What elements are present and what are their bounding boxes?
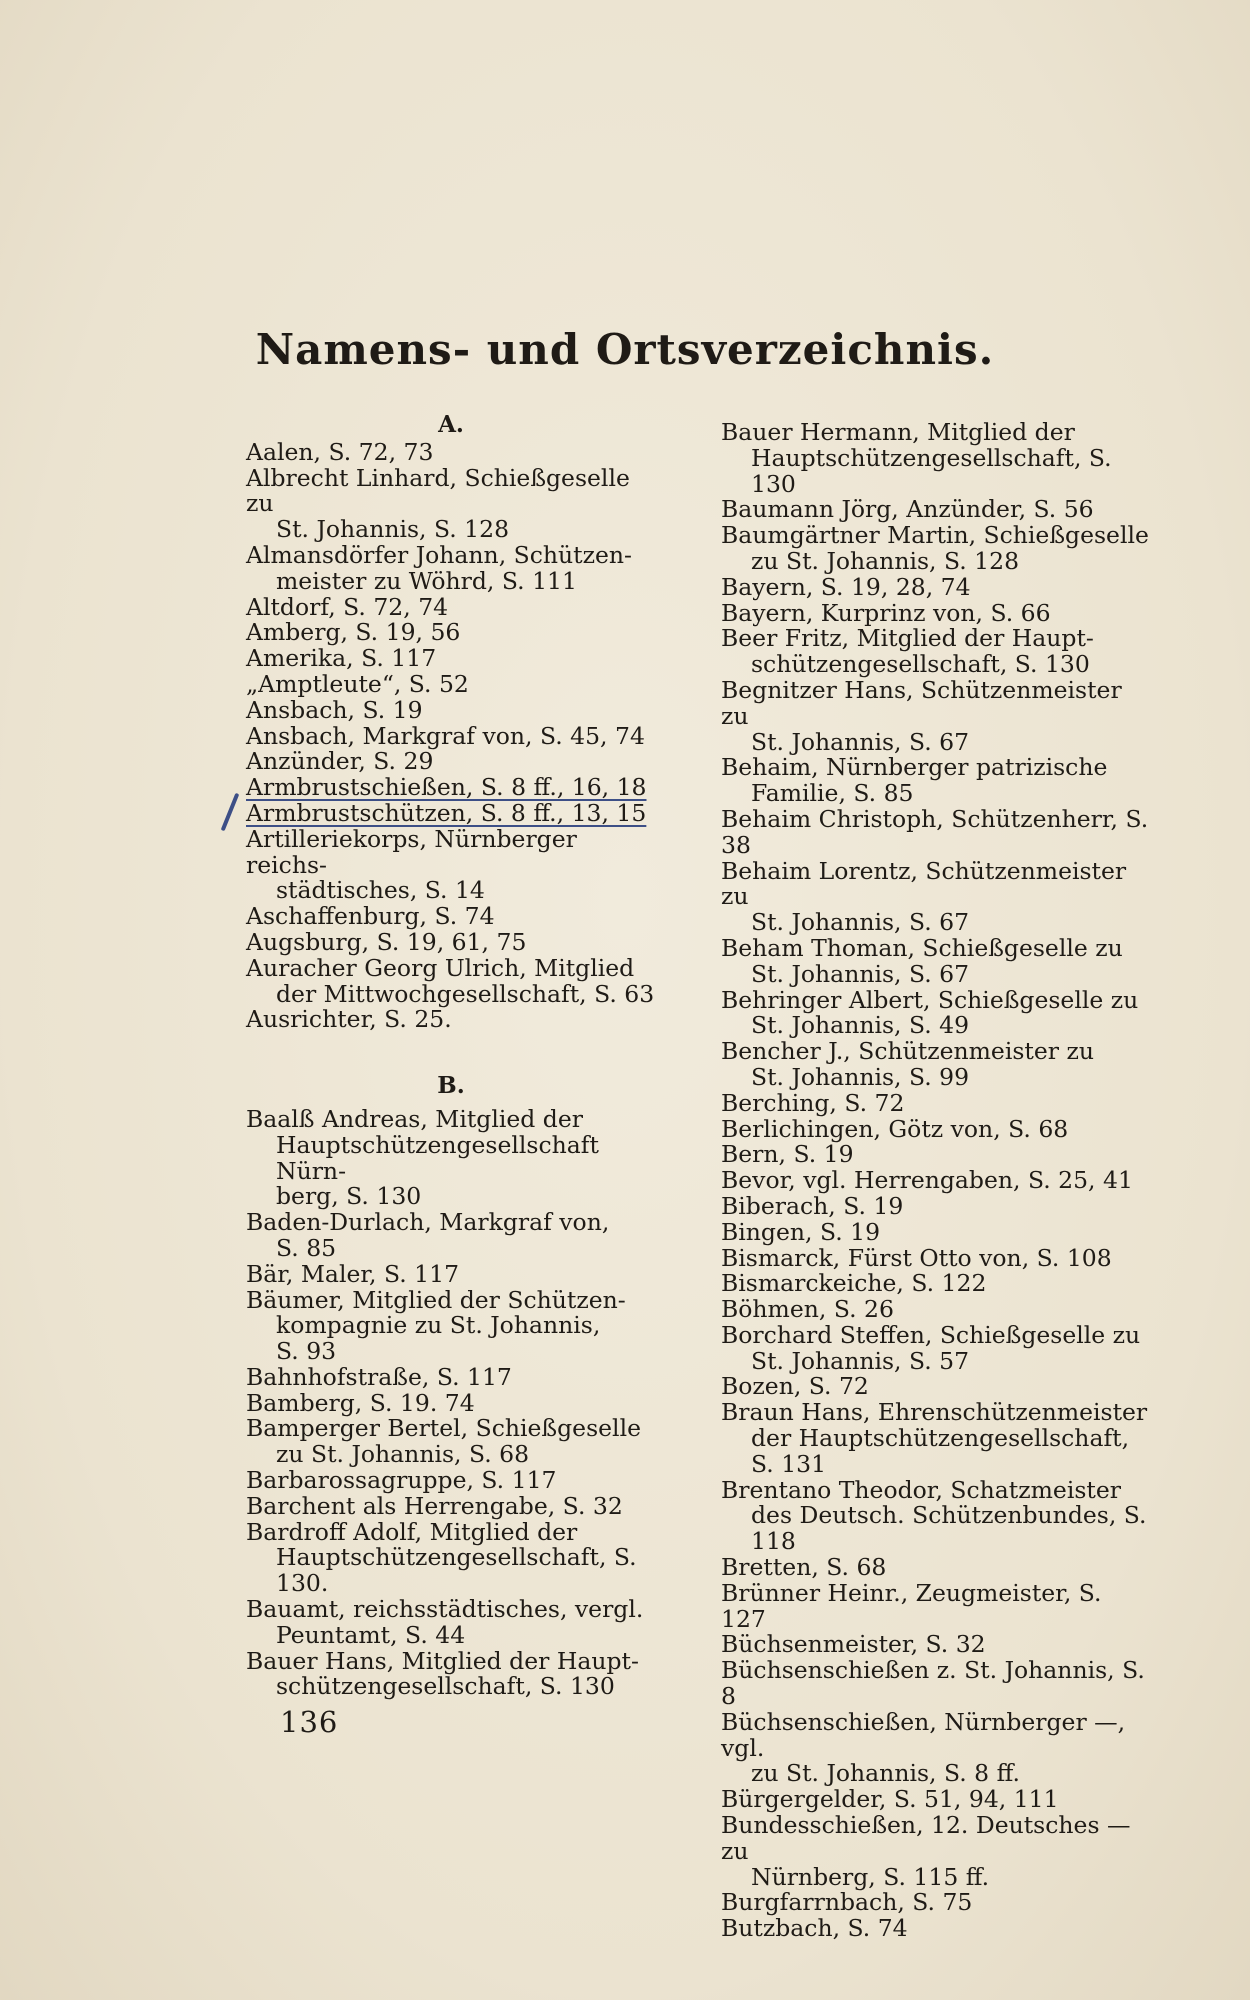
index-entry bbox=[246, 721, 656, 750]
right-column bbox=[721, 420, 1151, 1942]
index-entry-line: Barbarossagruppe, S. 117 bbox=[246, 1466, 557, 1495]
index-entry-line: Böhmen, S. 26 bbox=[721, 1295, 894, 1324]
index-entry-line: St. Johannis, S. 128 bbox=[276, 515, 510, 544]
index-entry bbox=[721, 755, 1151, 807]
index-entry-line: Bretten, S. 68 bbox=[721, 1553, 887, 1582]
index-entry-line: Begnitzer Hans, Schützenmeister zu bbox=[721, 675, 1122, 730]
index-entry-line: Peuntamt, S. 44 bbox=[276, 1620, 466, 1649]
index-entry-line: Beer Fritz, Mitglied der Haupt- bbox=[721, 624, 1094, 653]
index-entry bbox=[246, 798, 656, 827]
index-entry bbox=[721, 804, 1151, 859]
index-entry-line: St. Johannis, S. 67 bbox=[751, 959, 970, 988]
index-entry bbox=[721, 856, 1151, 937]
index-entry-line: Ausrichter, S. 25. bbox=[246, 1005, 452, 1034]
index-entry-line: St. Johannis, S. 57 bbox=[751, 1346, 970, 1375]
index-entry-line: Büchsenschießen, Nürnberger —, vgl. bbox=[721, 1707, 1126, 1762]
index-entry-line: Baumgärtner Martin, Schießgeselle bbox=[721, 521, 1149, 550]
index-entry-line: Auracher Georg Ulrich, Mitglied bbox=[246, 953, 635, 982]
index-entry-line: Baden-Durlach, Markgraf von, bbox=[246, 1208, 610, 1237]
index-entry bbox=[246, 1416, 656, 1468]
index-entry-line: St. Johannis, S. 99 bbox=[751, 1062, 970, 1091]
index-entry bbox=[721, 1088, 1151, 1117]
index-entry-line: Bismarck, Fürst Otto von, S. 108 bbox=[721, 1243, 1112, 1272]
index-entry bbox=[721, 572, 1151, 601]
index-entry-line: schützengesellschaft, S. 130 bbox=[751, 650, 1090, 679]
index-entry-line: Borchard Steffen, Schießgeselle zu bbox=[721, 1320, 1141, 1349]
index-entry bbox=[721, 1191, 1151, 1220]
index-entry-line: Bamberg, S. 19. 74 bbox=[246, 1388, 475, 1417]
index-entry-line: St. Johannis, S. 49 bbox=[751, 1011, 970, 1040]
index-entry bbox=[721, 933, 1151, 988]
index-entry-line: Bardroff Adolf, Mitglied der bbox=[246, 1517, 578, 1546]
index-entry bbox=[721, 1297, 1151, 1323]
index-list-right bbox=[721, 420, 1151, 1942]
index-entry bbox=[721, 497, 1151, 523]
index-entry bbox=[246, 1362, 656, 1391]
index-entry bbox=[721, 985, 1151, 1040]
index-entry-line: Beham Thoman, Schießgeselle zu bbox=[721, 933, 1123, 962]
index-entry bbox=[246, 1646, 656, 1701]
index-entry-line: Aalen, S. 72, 73 bbox=[246, 437, 434, 466]
index-entry-line: Ansbach, Markgraf von, S. 45, 74 bbox=[246, 721, 645, 750]
index-entry bbox=[246, 646, 656, 672]
index-entry bbox=[721, 1632, 1151, 1658]
index-entry-line: Nürnberg, S. 115 ff. bbox=[751, 1862, 990, 1891]
index-entry-line: Familie, S. 85 bbox=[751, 779, 914, 808]
index-entry-line: berg, S. 130 bbox=[276, 1182, 422, 1211]
index-entry bbox=[721, 1271, 1151, 1297]
index-entry-line: Bern, S. 19 bbox=[721, 1140, 854, 1169]
index-entry-line: S. 85 bbox=[276, 1233, 337, 1262]
index-entry-line: Amberg, S. 19, 56 bbox=[246, 618, 461, 647]
index-entry bbox=[721, 523, 1151, 575]
index-entry-line: St. Johannis, S. 67 bbox=[751, 908, 970, 937]
index-entry bbox=[246, 1517, 656, 1598]
index-entry-line: Armbrustschützen, S. 8 ff., 13, 15 bbox=[246, 798, 647, 827]
index-entry-line: Bismarckeiche, S. 122 bbox=[721, 1269, 987, 1298]
index-entry-line: Bayern, S. 19, 28, 74 bbox=[721, 572, 971, 601]
index-entry-line: Hauptschützengesellschaft Nürn- bbox=[276, 1130, 599, 1185]
index-entry-line: Baalß Andreas, Mitglied der bbox=[246, 1104, 583, 1133]
index-entry-line: Hauptschützengesellschaft, S. 130. bbox=[276, 1543, 637, 1598]
index-entry bbox=[246, 824, 656, 905]
index-entry-line: Berlichingen, Götz von, S. 68 bbox=[721, 1114, 1069, 1143]
index-entry-line: des Deutsch. Schützenbundes, S. 118 bbox=[751, 1501, 1147, 1556]
index-entry bbox=[721, 598, 1151, 627]
index-entry-line: Armbrustschießen, S. 8 ff., 16, 18 bbox=[246, 773, 647, 802]
index-entry bbox=[721, 1114, 1151, 1143]
index-entry-line: Altdorf, S. 72, 74 bbox=[246, 592, 449, 621]
index-entry-line: meister zu Wöhrd, S. 111 bbox=[276, 566, 577, 595]
index-entry-line: Bürgergelder, S. 51, 94, 111 bbox=[721, 1785, 1059, 1814]
index-entry-line: Behaim Christoph, Schützenherr, S. 38 bbox=[721, 804, 1149, 859]
index-entry bbox=[721, 675, 1151, 756]
index-entry bbox=[721, 1555, 1151, 1581]
index-entry bbox=[246, 695, 656, 724]
index-entry bbox=[246, 463, 656, 544]
index-entry bbox=[246, 927, 656, 956]
index-entry-line: Bauamt, reichsstädtisches, vergl. bbox=[246, 1595, 644, 1624]
index-entry-line: „Amptleute“, S. 52 bbox=[246, 669, 469, 698]
index-entry-line: Augsburg, S. 19, 61, 75 bbox=[246, 927, 527, 956]
index-entry bbox=[721, 1578, 1151, 1633]
index-entry-line: S. 93 bbox=[276, 1337, 337, 1366]
index-entry-line: Braun Hans, Ehrenschützenmeister bbox=[721, 1398, 1148, 1427]
index-entry bbox=[246, 592, 656, 621]
index-list-b bbox=[246, 1104, 656, 1701]
index-entry-line: Bahnhofstraße, S. 117 bbox=[246, 1362, 512, 1391]
index-entry-line: der Mittwochgesellschaft, S. 63 bbox=[276, 979, 655, 1008]
index-entry-line: St. Johannis, S. 67 bbox=[751, 727, 970, 756]
index-entry bbox=[246, 437, 656, 466]
index-entry-line: Barchent als Herrengabe, S. 32 bbox=[246, 1491, 623, 1520]
page-title: Namens- und Ortsverzeichnis. bbox=[255, 325, 995, 374]
index-entry bbox=[721, 420, 1151, 497]
index-entry bbox=[721, 1813, 1151, 1890]
index-entry-line: Butzbach, S. 74 bbox=[721, 1914, 908, 1943]
index-entry bbox=[246, 669, 656, 698]
index-entry-line: Bundesschießen, 12. Deutsches — zu bbox=[721, 1811, 1131, 1865]
index-entry-line: Anzünder, S. 29 bbox=[246, 747, 434, 776]
index-entry bbox=[721, 1658, 1151, 1710]
index-entry bbox=[246, 540, 656, 595]
index-entry bbox=[246, 1285, 656, 1366]
index-entry bbox=[246, 904, 656, 930]
left-column bbox=[246, 412, 656, 1700]
index-entry bbox=[246, 620, 656, 646]
index-entry-line: Almansdörfer Johann, Schützen- bbox=[246, 540, 632, 569]
index-entry-line: Bamperger Bertel, Schießgeselle bbox=[246, 1414, 641, 1443]
page-number: 136 bbox=[280, 1705, 339, 1739]
index-entry-line: Bingen, S. 19 bbox=[721, 1217, 881, 1246]
index-entry bbox=[721, 1890, 1151, 1916]
index-entry-line: Behaim Lorentz, Schützenmeister zu bbox=[721, 856, 1127, 911]
index-entry bbox=[246, 1597, 656, 1649]
index-entry-line: Aschaffenburg, S. 74 bbox=[246, 902, 495, 931]
index-entry-line: Behringer Albert, Schießgeselle zu bbox=[721, 985, 1139, 1014]
index-entry-line: Albrecht Linhard, Schießgeselle zu bbox=[246, 463, 630, 518]
index-entry-line: Biberach, S. 19 bbox=[721, 1191, 904, 1220]
index-entry bbox=[246, 1210, 656, 1262]
index-list-a bbox=[246, 437, 656, 1034]
index-entry-line: Amerika, S. 117 bbox=[246, 644, 437, 673]
index-entry bbox=[246, 953, 656, 1008]
index-entry bbox=[721, 1320, 1151, 1375]
index-entry bbox=[721, 1168, 1151, 1194]
index-entry-line: zu St. Johannis, S. 8 ff. bbox=[751, 1759, 1020, 1788]
index-entry-line: Brünner Heinr., Zeugmeister, S. 127 bbox=[721, 1578, 1102, 1633]
index-entry-line: Hauptschützengesellschaft, S. 130 bbox=[751, 443, 1112, 498]
index-entry-line: der Hauptschützengesellschaft, S. 131 bbox=[751, 1424, 1130, 1478]
index-entry-line: Bevor, vgl. Herrengaben, S. 25, 41 bbox=[721, 1166, 1133, 1195]
section-heading-b: B. bbox=[437, 1072, 465, 1100]
index-entry-line: städtisches, S. 14 bbox=[276, 876, 485, 905]
index-entry bbox=[721, 1787, 1151, 1813]
index-entry-line: Ansbach, S. 19 bbox=[246, 695, 423, 724]
index-entry bbox=[721, 1916, 1151, 1942]
index-entry bbox=[721, 1039, 1151, 1091]
index-entry-line: Büchsenschießen z. St. Johannis, S. 8 bbox=[721, 1656, 1145, 1711]
index-entry-line: Bayern, Kurprinz von, S. 66 bbox=[721, 598, 1051, 627]
index-entry bbox=[721, 626, 1151, 678]
index-entry bbox=[246, 1468, 656, 1494]
index-entry bbox=[721, 1374, 1151, 1400]
section-heading-a: A. bbox=[438, 411, 464, 438]
index-entry-line: kompagnie zu St. Johannis, bbox=[276, 1311, 601, 1340]
index-entry-line: zu St. Johannis, S. 68 bbox=[276, 1440, 530, 1469]
index-entry-line: Baumann Jörg, Anzünder, S. 56 bbox=[721, 495, 1094, 524]
index-entry-line: Brentano Theodor, Schatzmeister bbox=[721, 1475, 1121, 1504]
index-entry bbox=[246, 1259, 656, 1288]
index-entry bbox=[721, 1243, 1151, 1272]
index-entry-line: Bauer Hans, Mitglied der Haupt- bbox=[246, 1646, 639, 1675]
index-entry bbox=[246, 1007, 656, 1033]
index-entry-line: schützengesellschaft, S. 130 bbox=[276, 1672, 615, 1701]
index-entry bbox=[721, 1707, 1151, 1788]
index-entry-line: Artilleriekorps, Nürnberger reichs- bbox=[246, 824, 577, 879]
index-entry-line: Büchsenmeister, S. 32 bbox=[721, 1630, 986, 1659]
index-entry bbox=[246, 749, 656, 775]
index-entry bbox=[246, 1388, 656, 1417]
index-entry-line: Bäumer, Mitglied der Schützen- bbox=[246, 1285, 626, 1314]
index-entry bbox=[721, 1400, 1151, 1477]
index-entry-line: Bozen, S. 72 bbox=[721, 1372, 869, 1401]
index-entry-line: Burgfarrnbach, S. 75 bbox=[721, 1888, 973, 1917]
pencil-mark bbox=[221, 793, 240, 832]
index-entry bbox=[246, 775, 656, 801]
index-entry-line: Bär, Maler, S. 117 bbox=[246, 1259, 460, 1288]
index-entry bbox=[246, 1491, 656, 1520]
index-entry bbox=[721, 1475, 1151, 1556]
index-entry-line: Behaim, Nürnberger patrizische bbox=[721, 753, 1108, 782]
index-entry bbox=[721, 1217, 1151, 1246]
index-entry-line: Berching, S. 72 bbox=[721, 1088, 905, 1117]
index-entry bbox=[721, 1142, 1151, 1168]
index-entry-line: Bencher J., Schützenmeister zu bbox=[721, 1037, 1094, 1066]
index-entry-line: Bauer Hermann, Mitglied der bbox=[721, 418, 1075, 446]
index-entry-line: zu St. Johannis, S. 128 bbox=[751, 546, 1020, 575]
index-entry bbox=[246, 1104, 656, 1211]
